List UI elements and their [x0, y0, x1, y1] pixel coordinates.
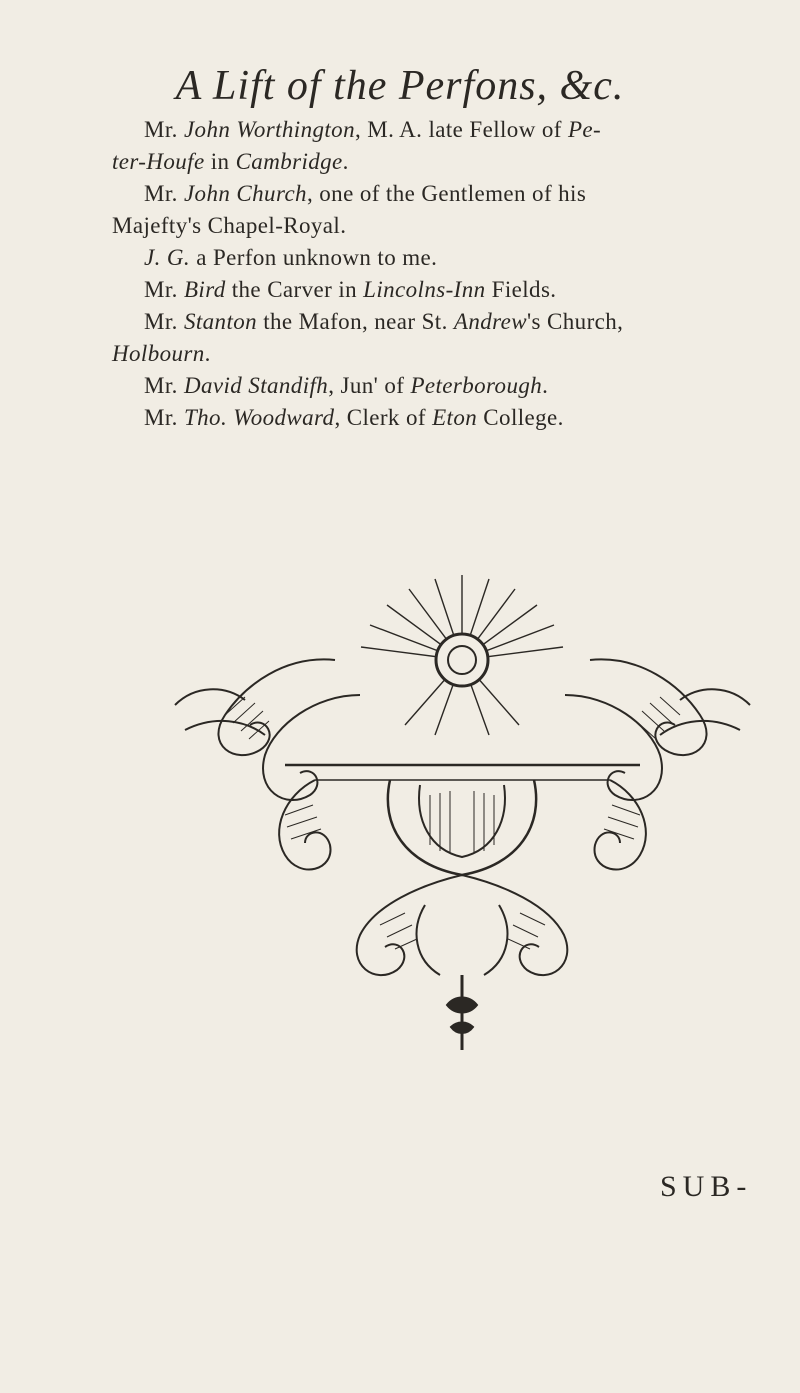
entry-text: Mr.: [144, 277, 184, 302]
entry-text: , one of the Gentlemen of his: [306, 181, 587, 206]
entry-text: Mr.: [144, 181, 184, 206]
entry-text: , M. A. late Fellow of: [354, 117, 568, 142]
entry-text: Mr.: [144, 117, 184, 142]
entry-text: the Mafon, near St.: [257, 309, 454, 334]
entry-text: , Clerk of: [334, 405, 433, 430]
persons-list: [112, 114, 762, 434]
page-heading: A Lift of the Perfons, &c.: [175, 63, 625, 109]
list-item: [112, 306, 762, 338]
catchword: SUB-: [660, 1170, 753, 1203]
entry-name: John Church: [183, 181, 307, 206]
entry-text: in: [204, 149, 236, 174]
entry-place: Cambridge: [235, 149, 343, 174]
entry-place: Holbourn: [112, 341, 205, 366]
entry-text: Majefty's Chapel-Royal.: [112, 213, 347, 238]
list-item: [112, 114, 762, 146]
entry-name: J. G.: [144, 245, 191, 270]
list-item: [112, 370, 762, 402]
entry-text: .: [204, 341, 211, 366]
entry-text: .: [342, 149, 349, 174]
entry-text: Mr.: [144, 309, 184, 334]
entry-text: , Jun' of: [328, 373, 411, 398]
entry-name: Bird: [183, 277, 226, 302]
entry-place: Pe-: [567, 117, 602, 142]
list-item: [112, 274, 762, 306]
entry-name: Stanton: [183, 309, 258, 334]
list-item: [112, 178, 762, 210]
list-item: [112, 146, 762, 178]
entry-text: .: [542, 373, 549, 398]
entry-text: a Perfon unknown to me.: [190, 245, 438, 270]
list-item: [112, 338, 762, 370]
entry-text: Fields.: [485, 277, 557, 302]
entry-text: 's Church,: [526, 309, 624, 334]
entry-name: David Standifh: [183, 373, 329, 398]
entry-name: Tho. Woodward: [183, 405, 335, 430]
entry-name: John Worthington: [183, 117, 355, 142]
floral-tailpiece-ornament-icon: [165, 565, 760, 1055]
list-item: [112, 242, 762, 274]
entry-text: Mr.: [144, 405, 184, 430]
entry-text: Mr.: [144, 373, 184, 398]
entry-place: ter-Houfe: [112, 149, 205, 174]
list-item: [112, 402, 762, 434]
entry-place: Lincolns-Inn: [363, 277, 486, 302]
entry-place: Eton: [432, 405, 478, 430]
entry-place: Peterborough: [410, 373, 543, 398]
entry-place: Andrew: [453, 309, 527, 334]
entry-text: College.: [477, 405, 564, 430]
list-item: [112, 210, 762, 242]
entry-text: the Carver in: [225, 277, 364, 302]
